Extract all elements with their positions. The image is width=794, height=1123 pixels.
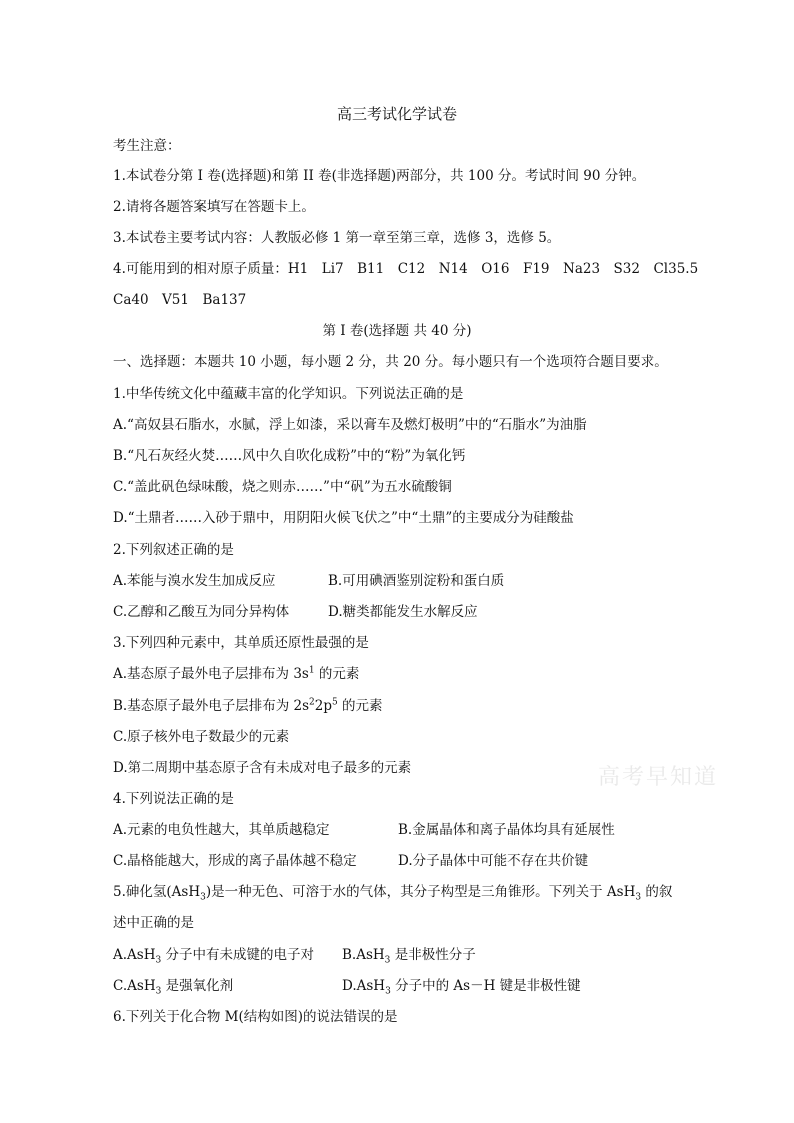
notice-item-1: 1.本试卷分第 I 卷(选择题)和第 II 卷(非选择题)两部分，共 100 分。考试时间 90 分钟。 <box>113 168 646 184</box>
page-title: 高三考试化学试卷 <box>336 105 457 123</box>
question-5-option-d: D.AsH$_3$ 分子中的 As－H 键是非极性键 <box>342 978 581 997</box>
question-1-option-a: A.“高奴县石脂水，水腻，浮上如漆，采以膏车及燃灯极明”中的“石脂水”为油脂 <box>113 417 587 433</box>
question-5-option-c: C.AsH$_3$ 是强氧化剂 <box>113 978 234 997</box>
question-3-option-c: C.原子核外电子数最少的元素 <box>113 729 290 745</box>
question-5-option-a: A.AsH$_3$ 分子中有未成键的电子对 <box>113 947 315 966</box>
question-1-option-d: D.“土鼎者……入砂于鼎中，用阴阳火候飞伏之”中“土鼎”的主要成分为硅酸盐 <box>113 510 574 526</box>
question-2-option-c: C.乙醇和乙酸互为同分异构体 <box>113 604 290 620</box>
question-2-option-a: A.苯能与溴水发生加成反应 <box>113 573 276 589</box>
notice-item-4-continued: Ca40 V51 Ba137 <box>113 292 247 308</box>
notice-heading: 考生注意： <box>113 138 181 154</box>
question-4-option-c: C.晶格能越大，形成的离子晶体越不稳定 <box>113 853 357 869</box>
section-intro: 一、选择题：本题共 10 小题，每小题 2 分，共 20 分。每小题只有一个选项符合题目要求。 <box>113 354 668 370</box>
question-4-option-b: B.金属晶体和离子晶体均具有延展性 <box>398 822 615 838</box>
question-2-stem: 2.下列叙述正确的是 <box>113 542 234 558</box>
question-5-stem: 5.砷化氢(AsH$_3$)是一种无色、可溶于水的气体，其分子构型是三角锥形。下列关于 AsH$_3$ 的叙 <box>113 884 673 903</box>
watermark: 高考早知道 <box>598 765 719 790</box>
question-5-stem-continued: 述中正确的是 <box>113 915 194 931</box>
question-4-option-d: D.分子晶体中可能不存在共价键 <box>398 853 589 869</box>
question-3-option-d: D.第二周期中基态原子含有未成对电子最多的元素 <box>113 760 412 776</box>
question-6-stem: 6.下列关于化合物 M(结构如图)的说法错误的是 <box>113 1009 398 1025</box>
question-1-option-b: B.“凡石灰经火焚……风中久自吹化成粉”中的“粉”为氧化钙 <box>113 448 466 464</box>
question-4-stem: 4.下列说法正确的是 <box>113 791 234 807</box>
question-1-stem: 1.中华传统文化中蕴藏丰富的化学知识。下列说法正确的是 <box>113 386 464 402</box>
question-4-option-a: A.元素的电负性越大，其单质越稳定 <box>113 822 330 838</box>
notice-item-3: 3.本试卷主要考试内容：人教版必修 1 第一章至第三章，选修 3，选修 5。 <box>113 230 561 246</box>
question-5-option-b: B.AsH$_3$ 是非极性分子 <box>342 947 476 966</box>
question-2-option-d: D.糖类都能发生水解反应 <box>328 604 478 620</box>
notice-item-2: 2.请将各题答案填写在答题卡上。 <box>113 199 315 215</box>
question-3-option-b: B.基态原子最外电子层排布为 $2s^22p^5$ 的元素 <box>113 697 383 714</box>
section-title: 第 I 卷(选择题 共 40 分) <box>322 323 472 339</box>
question-3-option-a: A.基态原子最外电子层排布为 $3s^1$ 的元素 <box>113 665 360 682</box>
question-3-stem: 3.下列四种元素中，其单质还原性最强的是 <box>113 635 369 651</box>
question-2-option-b: B.可用碘酒鉴别淀粉和蛋白质 <box>328 573 505 589</box>
question-1-option-c: C.“盖此矾色绿味酸，烧之则赤……”中“矾”为五水硫酸铜 <box>113 479 452 495</box>
notice-item-4: 4.可能用到的相对原子质量：H1 Li7 B11 C12 N14 O16 F19 Na23 S32 Cl35.5 <box>113 261 699 277</box>
